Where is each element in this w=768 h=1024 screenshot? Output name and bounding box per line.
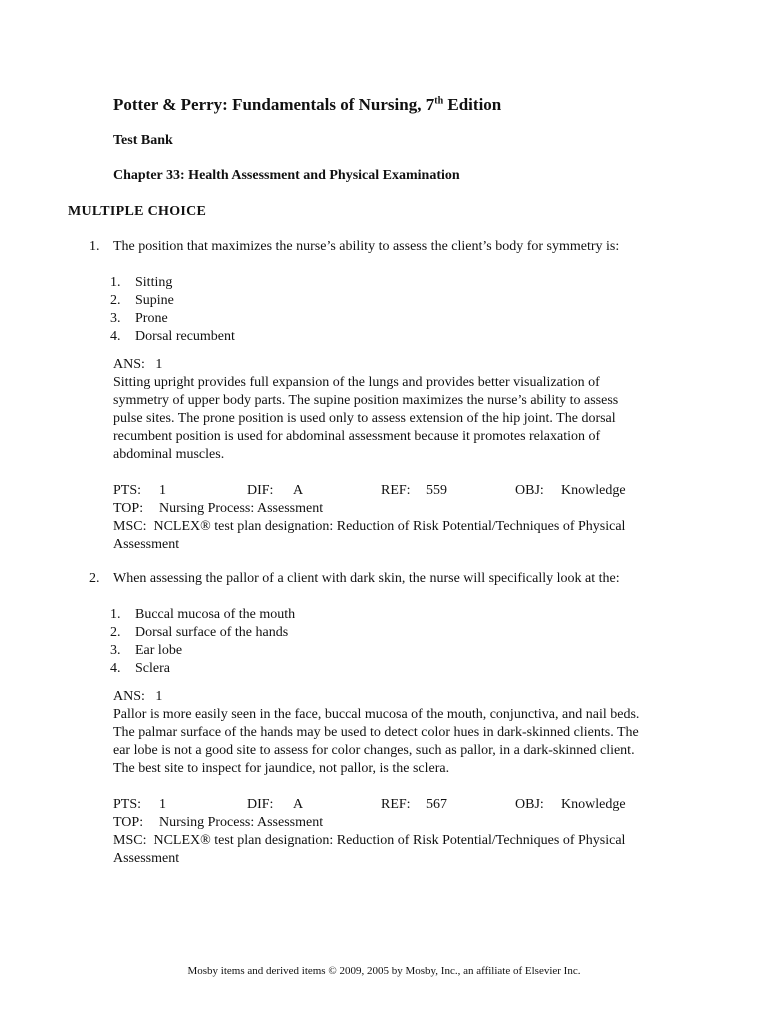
msc-label: MSC:: [113, 833, 147, 848]
answer-label: ANS:: [113, 357, 145, 372]
question-metadata: [113, 796, 673, 868]
copyright-footer: Mosby items and derived items © 2009, 2005 by Mosby, Inc., an affiliate of Elsevier Inc.: [187, 965, 581, 977]
choice-text: Ear lobe: [135, 643, 183, 658]
title-text: Potter & Perry: Fundamentals of Nursing, 7: [113, 95, 435, 114]
question-metadata: [113, 482, 673, 554]
rationale: Pallor is more easily seen in the face, buccal mucosa of the mouth, conjunctiva, and nail beds. The palmar surface of the hands may be used to detect color hues in dark-skinned clients. The ear lobe is not a good site to assess for color changes, such as pallor, in a dark-skinned client. The best site to inspect for jaundice, not pallor, is the sclera.: [113, 707, 640, 776]
obj-label: OBJ:: [515, 797, 544, 812]
metadata-row: [113, 482, 673, 500]
title-superscript: th: [434, 95, 444, 107]
answer-value: 1: [155, 357, 163, 372]
choice-number: 3.: [110, 311, 121, 326]
choice-text: Buccal mucosa of the mouth: [135, 607, 296, 622]
answer-line: [113, 356, 648, 374]
dif-label: DIF:: [247, 797, 274, 812]
choice-number: 1.: [110, 607, 121, 622]
top-value: Nursing Process: Assessment: [159, 501, 324, 516]
answer-value: 1: [155, 689, 163, 704]
obj-label: OBJ:: [515, 483, 544, 498]
ref-value: 559: [426, 483, 447, 498]
choice-number: 1.: [110, 275, 121, 290]
title-edition: Edition: [443, 95, 502, 114]
question-stem: The position that maximizes the nurse’s ability to assess the client’s body for symmetry is:: [113, 239, 620, 254]
question-number: 2.: [89, 571, 100, 586]
pts-value: 1: [159, 483, 166, 498]
choice-number: 4.: [110, 329, 121, 344]
metadata-row: [113, 796, 673, 814]
choice-number: 2.: [110, 293, 121, 308]
dif-label: DIF:: [247, 483, 274, 498]
msc-value: NCLEX® test plan designation: Reduction of Risk Potential/Techniques of Physical Assessment: [113, 833, 626, 866]
msc-line: [113, 518, 653, 554]
ref-label: REF:: [381, 483, 411, 498]
obj-value: Knowledge: [561, 797, 626, 812]
top-label: TOP:: [113, 501, 144, 516]
document-title: [113, 94, 501, 116]
choice-text: Dorsal surface of the hands: [135, 625, 289, 640]
answer-line: [113, 688, 648, 706]
dif-value: A: [293, 483, 304, 498]
metadata-row: [113, 500, 673, 518]
pts-label: PTS:: [113, 483, 142, 498]
pts-value: 1: [159, 797, 166, 812]
choice-text: Supine: [135, 293, 174, 308]
choice-text: Sclera: [135, 661, 170, 676]
top-label: TOP:: [113, 815, 144, 830]
dif-value: A: [293, 797, 304, 812]
chapter-heading: Chapter 33: Health Assessment and Physical Examination: [113, 168, 460, 183]
choice-number: 4.: [110, 661, 121, 676]
choice-text: Sitting: [135, 275, 173, 290]
obj-value: Knowledge: [561, 483, 626, 498]
answer-label: ANS:: [113, 689, 145, 704]
top-value: Nursing Process: Assessment: [159, 815, 324, 830]
choice-text: Prone: [135, 311, 168, 326]
question-stem: When assessing the pallor of a client with dark skin, the nurse will specifically look at the:: [113, 571, 620, 586]
section-heading: MULTIPLE CHOICE: [68, 204, 207, 219]
msc-line: [113, 832, 653, 868]
rationale: Sitting upright provides full expansion of the lungs and provides better visualization of symmetry of upper body parts. The supine position maximizes the nurse’s ability to assess pulse sites. The prone position is used only to assess extension of the hip joint. The dorsal recumbent position is used for abdominal assessment because it promotes relaxation of abdominal muscles.: [113, 375, 619, 462]
choice-number: 3.: [110, 643, 121, 658]
ref-label: REF:: [381, 797, 411, 812]
metadata-row: [113, 814, 673, 832]
choice-number: 2.: [110, 625, 121, 640]
document-subtitle: Test Bank: [113, 133, 173, 148]
ref-value: 567: [426, 797, 447, 812]
pts-label: PTS:: [113, 797, 142, 812]
question-number: 1.: [89, 239, 100, 254]
choice-text: Dorsal recumbent: [135, 329, 235, 344]
msc-label: MSC:: [113, 519, 147, 534]
msc-value: NCLEX® test plan designation: Reduction of Risk Potential/Techniques of Physical Assessment: [113, 519, 626, 552]
